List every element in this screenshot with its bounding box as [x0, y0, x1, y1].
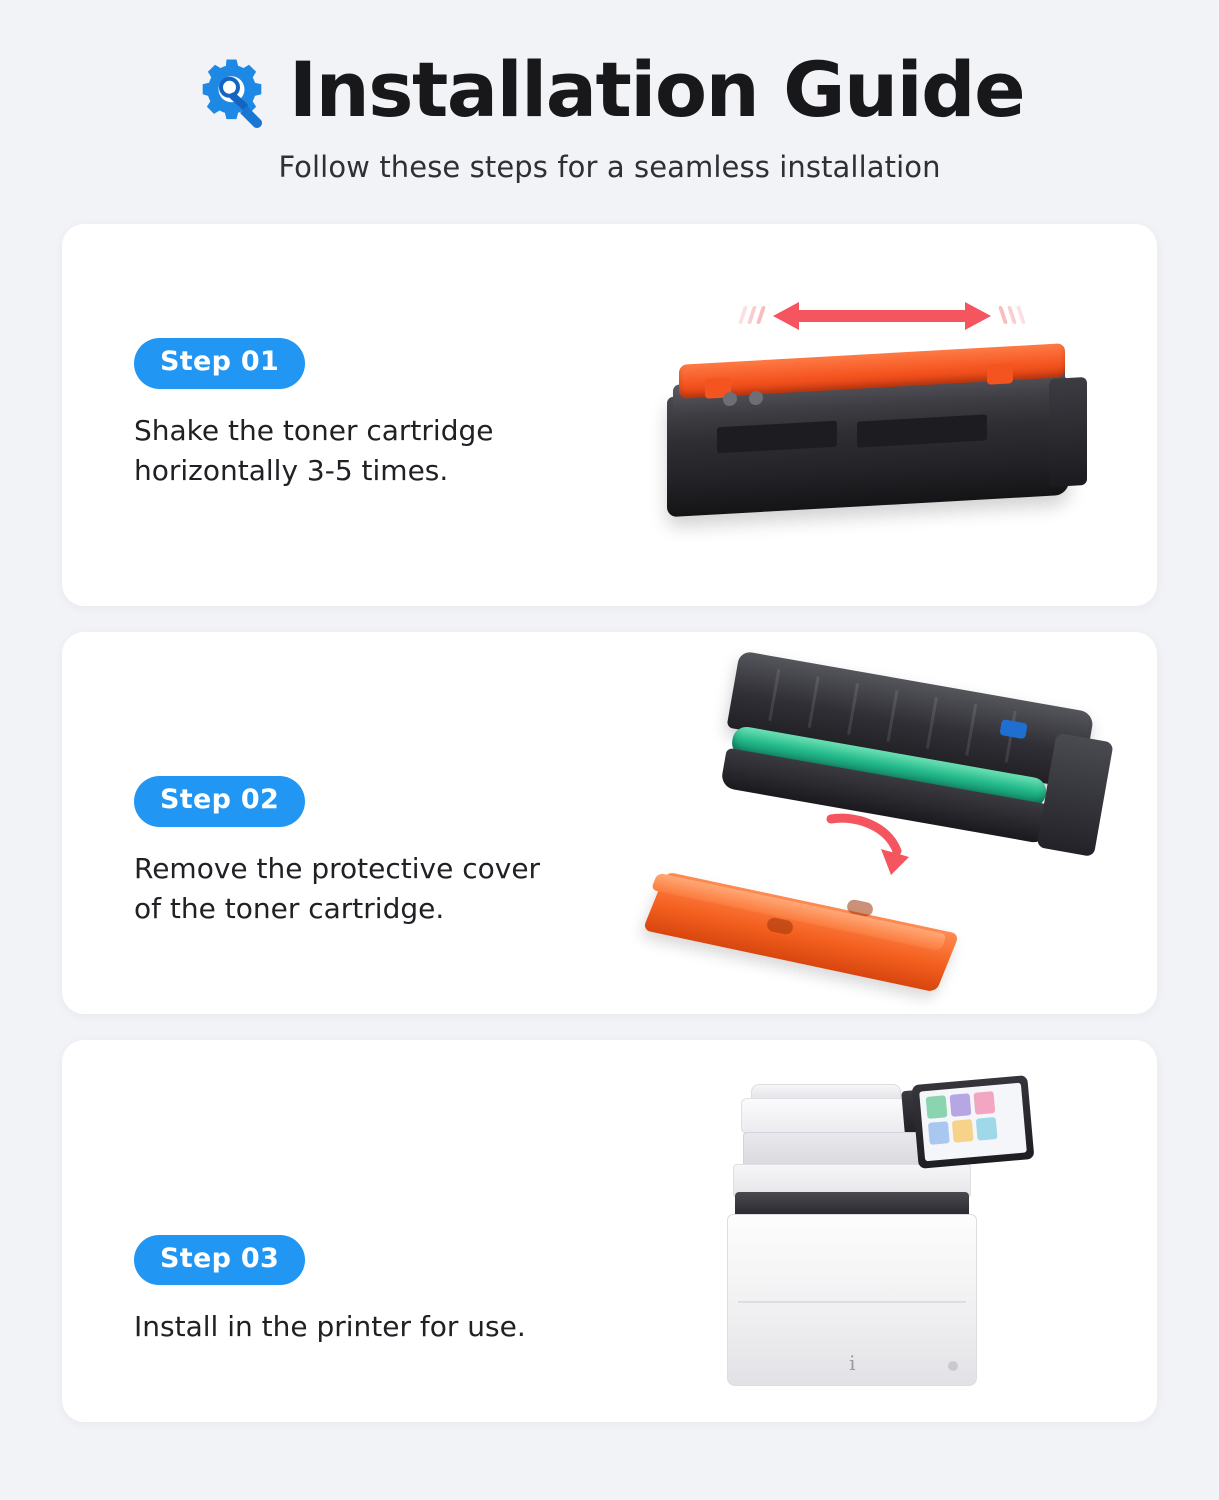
step-badge: Step 02 — [134, 776, 305, 826]
step-image — [588, 1040, 1157, 1422]
step-image — [588, 224, 1157, 606]
step-image — [588, 632, 1157, 1014]
motion-lines-left-icon — [741, 306, 767, 326]
printer-control-panel — [912, 1075, 1035, 1169]
page-header — [62, 45, 1157, 184]
step-description: Remove the protective cover of the toner cartridge. — [134, 851, 541, 926]
curved-arrow-icon — [825, 813, 915, 883]
step-text-block — [62, 224, 588, 606]
steps-list — [62, 224, 1157, 1422]
step-card — [62, 224, 1157, 606]
step-card — [62, 1040, 1157, 1422]
step-description: Shake the toner cartridge horizontally 3-5 times. — [134, 413, 494, 488]
page-title: Installation Guide — [288, 45, 1025, 134]
step-badge: Step 03 — [134, 1235, 305, 1285]
title-row — [62, 45, 1157, 134]
step-text-block — [62, 1040, 588, 1422]
gear-wrench-icon — [195, 56, 271, 132]
toner-cartridge-cover-removal-illustration — [647, 673, 1097, 973]
motion-lines-right-icon — [997, 306, 1023, 326]
page-subtitle: Follow these steps for a seamless installation — [278, 150, 941, 184]
printer-illustration: i — [707, 1076, 1037, 1386]
step-description: Install in the printer for use. — [134, 1309, 526, 1343]
cartridge-body — [657, 348, 1087, 528]
shake-arrow-icon — [767, 292, 997, 340]
step-card — [62, 632, 1157, 1014]
printer-touchscreen — [919, 1083, 1027, 1162]
step-badge: Step 01 — [134, 338, 305, 388]
toner-cartridge-shake-illustration — [657, 290, 1087, 540]
step-text-block — [62, 632, 588, 1014]
